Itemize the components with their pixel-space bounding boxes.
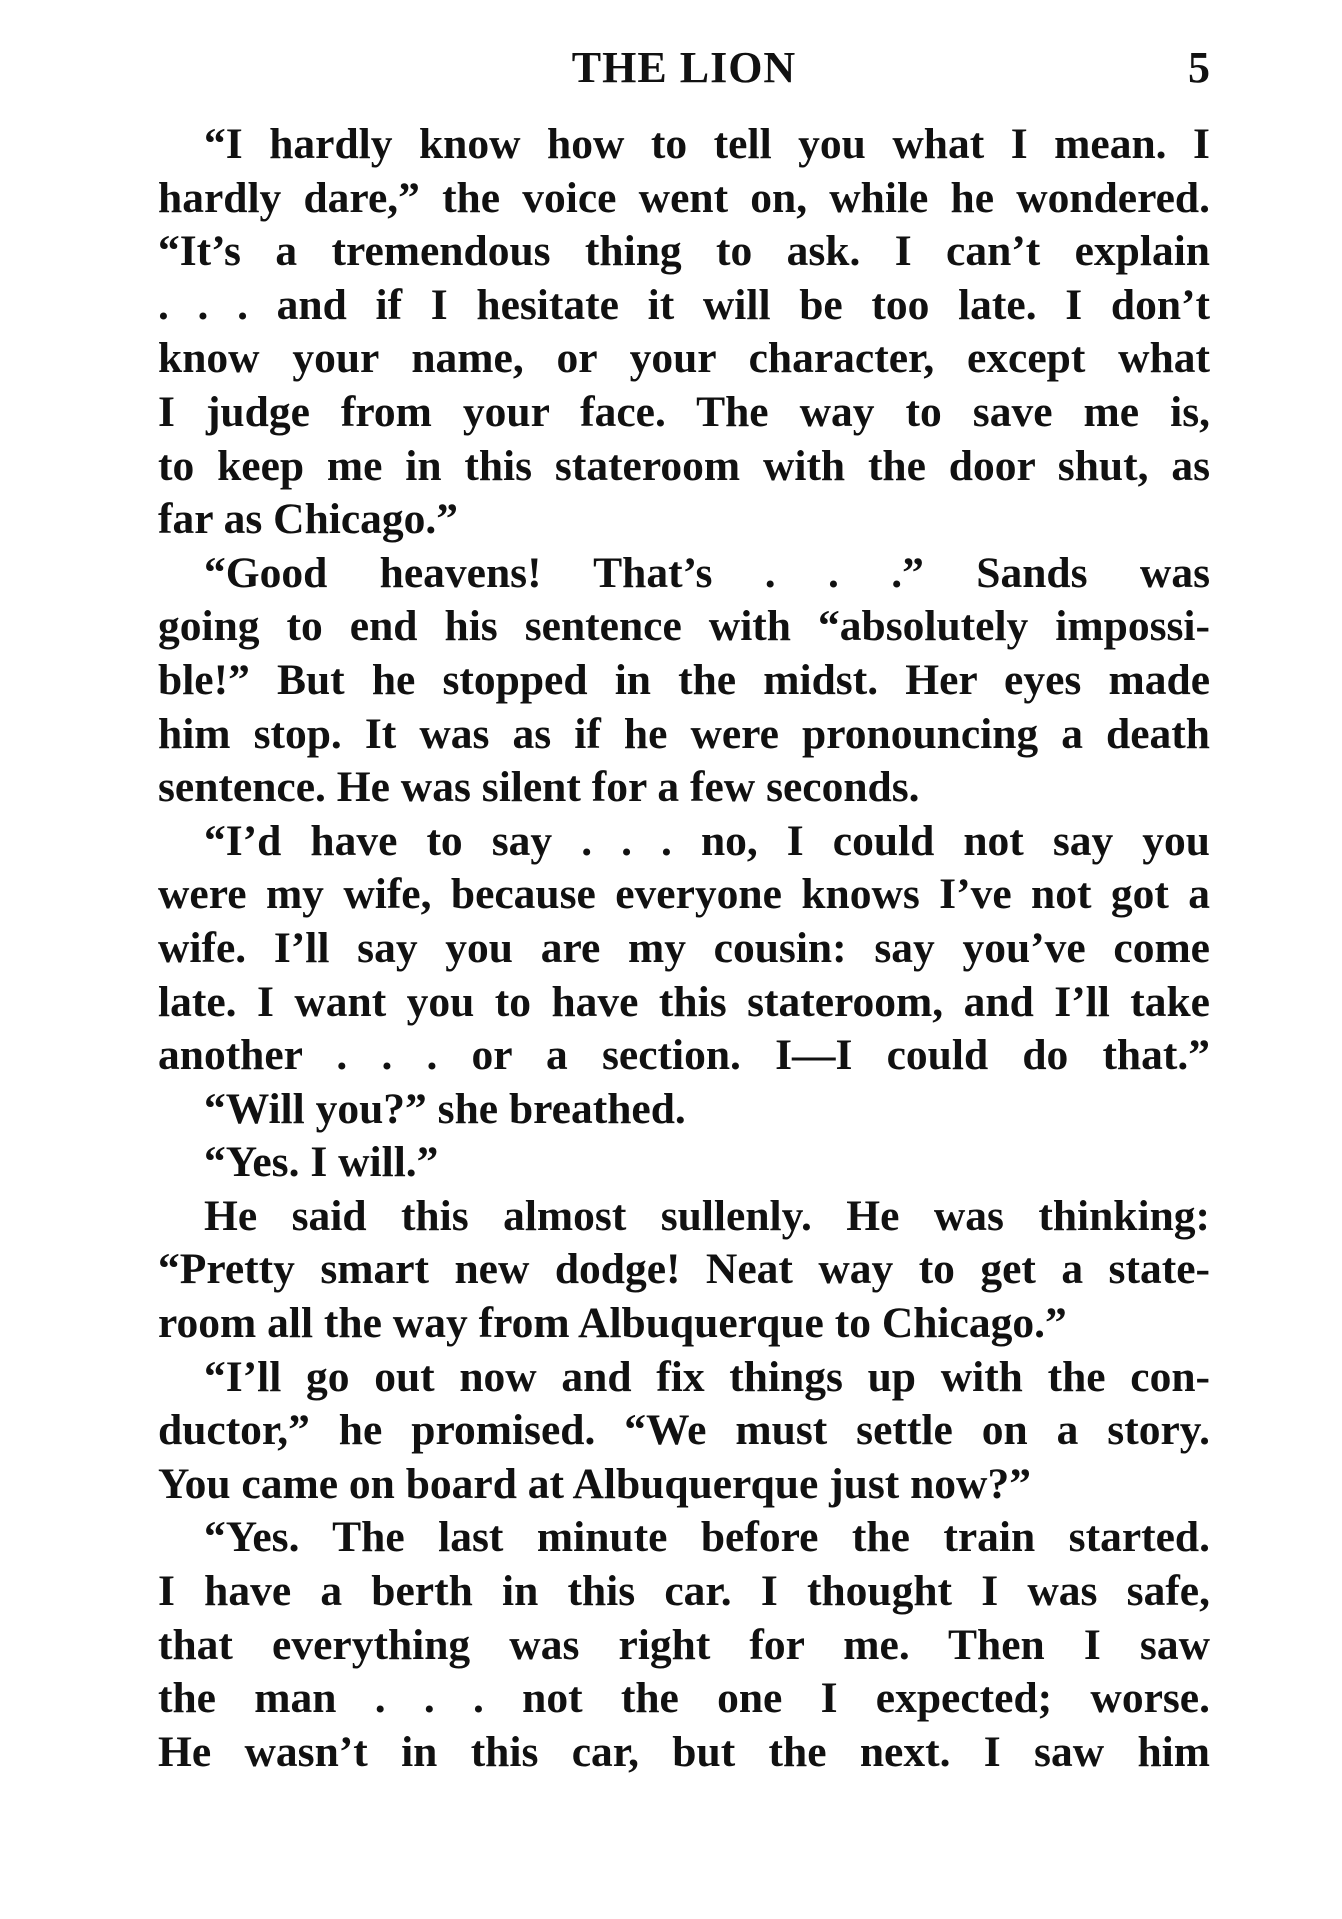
text-line: I judge from your face. The way to save me is, <box>158 387 1210 436</box>
text-line: ductor,” he promised. “We must settle on a story. <box>158 1406 1210 1455</box>
text-line: late. I want you to have this stateroom, and I’ll take <box>158 977 1210 1026</box>
text-line: “I’ll go out now and fix things up with the con- <box>204 1352 1210 1401</box>
body-text <box>158 118 1210 1779</box>
text-line: him stop. It was as if he were pronouncing a death <box>158 709 1210 758</box>
text-line: . . . and if I hesitate it will be too late. I don’t <box>158 280 1210 329</box>
running-title: THE LION <box>571 43 797 92</box>
text-line: “It’s a tremendous thing to ask. I can’t explain <box>158 227 1210 276</box>
text-line: He wasn’t in this car, but the next. I saw him <box>158 1727 1210 1776</box>
text-line: far as Chicago.” <box>158 495 459 544</box>
text-line: room all the way from Albuquerque to Chicago.” <box>158 1299 1067 1348</box>
text-line: going to end his sentence with “absolutely impossi- <box>158 602 1210 651</box>
text-line: another . . . or a section. I—I could do that.” <box>158 1031 1210 1080</box>
text-line: I have a berth in this car. I thought I was safe, <box>158 1567 1210 1616</box>
text-line: ble!” But he stopped in the midst. Her eyes made <box>158 655 1210 704</box>
text-line: sentence. He was silent for a few seconds. <box>158 763 920 812</box>
text-line: “I’d have to say . . . no, I could not say you <box>204 816 1210 865</box>
page-header <box>158 38 1210 98</box>
page-number: 5 <box>1188 43 1210 92</box>
text-line: that everything was right for me. Then I saw <box>158 1620 1210 1669</box>
text-line: to keep me in this stateroom with the door shut, as <box>158 441 1210 490</box>
text-line: You came on board at Albuquerque just now?” <box>158 1459 1031 1508</box>
text-line: “Pretty smart new dodge! Neat way to get a state- <box>158 1245 1210 1294</box>
text-line: “Yes. The last minute before the train started. <box>204 1513 1210 1562</box>
text-line: “I hardly know how to tell you what I mean. I <box>204 120 1210 168</box>
text-line: know your name, or your character, except what <box>158 334 1210 383</box>
text-line: “Good heavens! That’s . . .” Sands was <box>204 548 1210 597</box>
text-line: “Yes. I will.” <box>204 1138 439 1187</box>
text-line: wife. I’ll say you are my cousin: say you’ve come <box>158 923 1210 972</box>
text-line: the man . . . not the one I expected; worse. <box>158 1674 1210 1723</box>
text-line: were my wife, because everyone knows I’ve not got a <box>158 870 1210 919</box>
text-line: He said this almost sullenly. He was thinking: <box>204 1191 1210 1240</box>
text-line: hardly dare,” the voice went on, while he wondered. <box>158 173 1210 222</box>
text-line: “Will you?” she breathed. <box>204 1084 686 1133</box>
